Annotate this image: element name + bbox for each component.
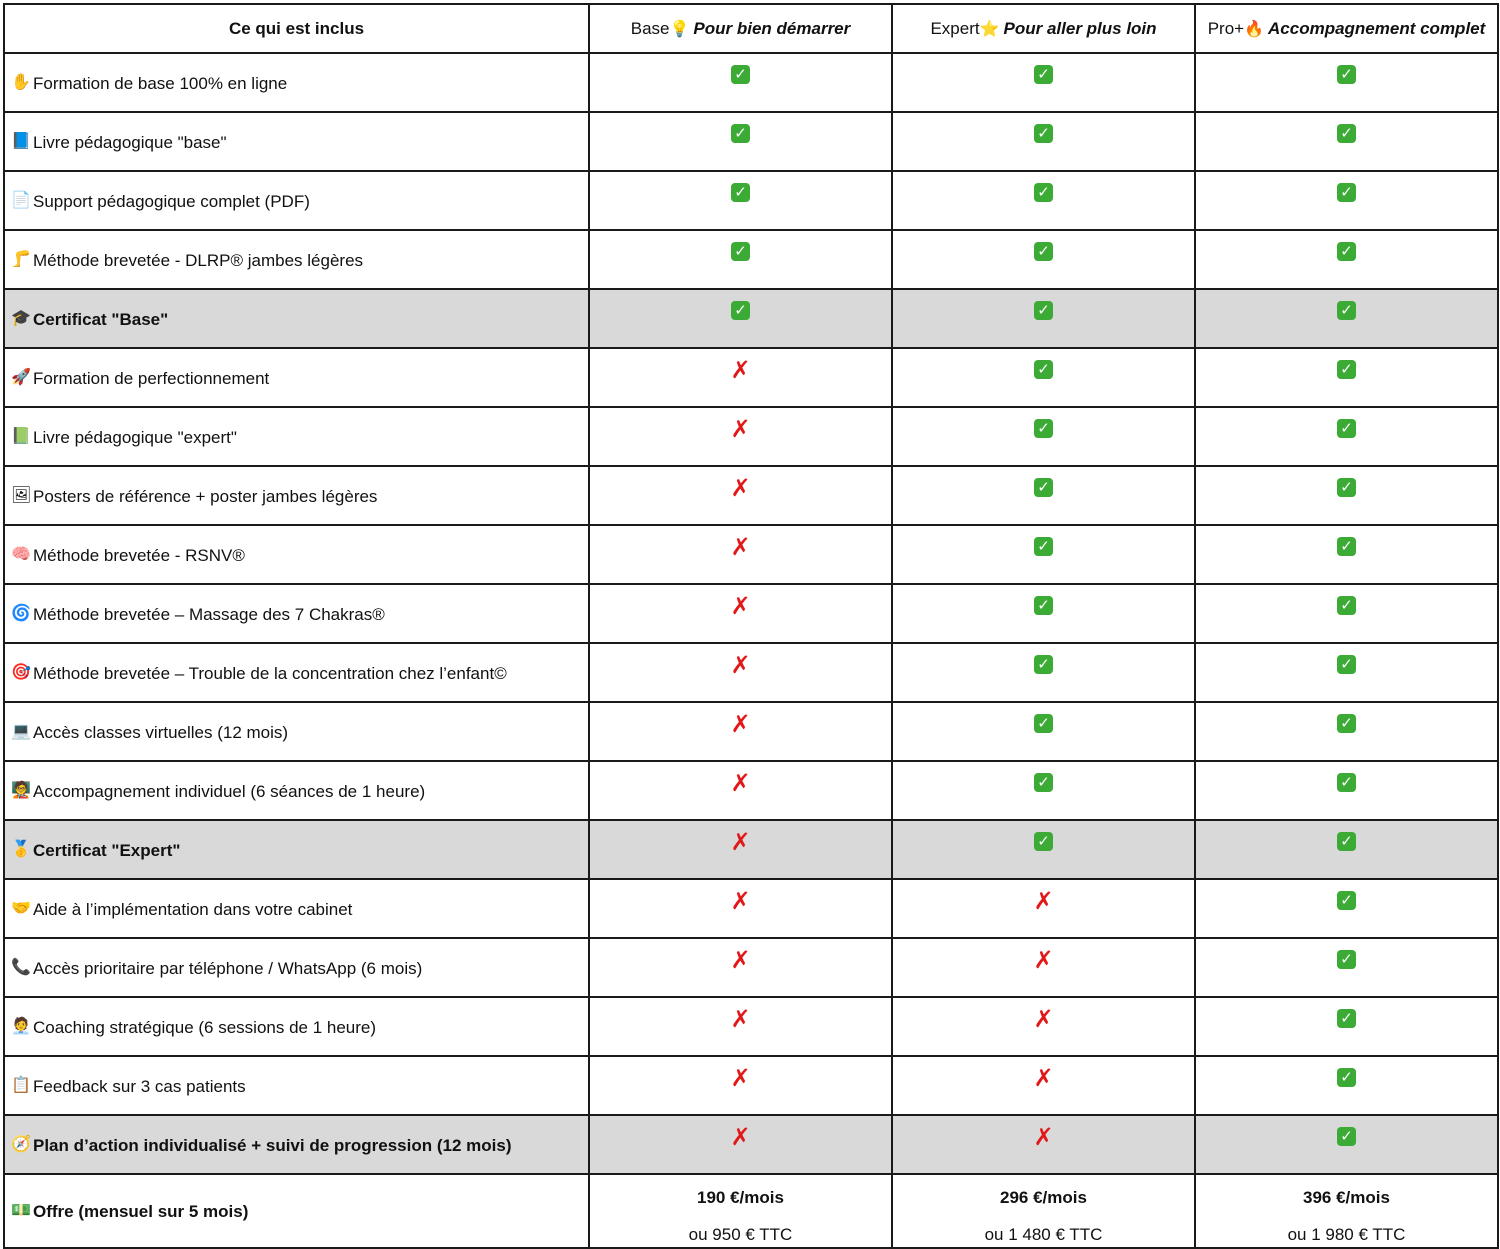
feature-label: Accompagnement individuel (6 séances de 1 heure)	[33, 781, 426, 801]
feature-cell	[4, 761, 589, 820]
monthly-price: 190 €/mois	[697, 1188, 784, 1207]
laptop-icon: 💻	[11, 720, 31, 740]
check-icon: ✓	[1337, 537, 1356, 556]
check-icon: ✓	[1337, 655, 1356, 674]
mark-cell-pro	[1195, 584, 1498, 643]
offer-row	[4, 1174, 1498, 1248]
mark-cell-base	[589, 761, 892, 820]
rocket-icon: 🚀	[11, 366, 31, 386]
clipboard-icon: 📋	[11, 1074, 31, 1094]
comparison-table	[3, 3, 1499, 1249]
check-icon: ✓	[1034, 655, 1053, 674]
total-price: ou 1 480 € TTC	[984, 1225, 1103, 1244]
tier-subtitle: Accompagnement complet	[1268, 18, 1486, 38]
cross-icon: ✗	[1033, 1064, 1054, 1092]
table-row	[4, 761, 1498, 820]
monthly-price: 296 €/mois	[1000, 1188, 1087, 1207]
feature-cell	[4, 289, 589, 348]
mark-cell-pro	[1195, 938, 1498, 997]
mark-cell-pro	[1195, 112, 1498, 171]
mark-cell-expert	[892, 702, 1195, 761]
mark-cell-expert	[892, 761, 1195, 820]
feature-label: Plan d’action individualisé + suivi de progression (12 mois)	[33, 1135, 512, 1155]
feature-label: Certificat "Base"	[33, 309, 169, 329]
mark-cell-expert	[892, 1056, 1195, 1115]
mark-cell-base	[589, 820, 892, 879]
check-icon: ✓	[1337, 419, 1356, 438]
check-icon: ✓	[1337, 832, 1356, 851]
check-icon: ✓	[1034, 183, 1053, 202]
page-icon: 📄	[11, 189, 31, 209]
mark-cell-base	[589, 466, 892, 525]
cross-icon: ✗	[730, 828, 751, 856]
cross-icon: ✗	[1033, 1005, 1054, 1033]
mark-cell-base	[589, 1115, 892, 1174]
table-row	[4, 643, 1498, 702]
mark-cell-expert	[892, 525, 1195, 584]
feature-label: Méthode brevetée – Trouble de la concentration chez l’enfant©	[33, 663, 507, 683]
table-row	[4, 997, 1498, 1056]
mark-cell-pro	[1195, 171, 1498, 230]
check-icon: ✓	[1034, 596, 1053, 615]
tier-name: Base	[630, 18, 670, 38]
mark-cell-base	[589, 348, 892, 407]
mark-cell-base	[589, 112, 892, 171]
cross-icon: ✗	[730, 533, 751, 561]
check-icon: ✓	[1034, 124, 1053, 143]
feature-label: Livre pédagogique "expert"	[33, 427, 237, 447]
table-row	[4, 820, 1498, 879]
check-icon: ✓	[1034, 478, 1053, 497]
green-book-icon: 📗	[11, 425, 31, 445]
mark-cell-pro	[1195, 466, 1498, 525]
tier-header-base	[589, 4, 892, 53]
check-icon: ✓	[1337, 1009, 1356, 1028]
feature-cell	[4, 702, 589, 761]
check-icon: ✓	[731, 242, 750, 261]
check-icon: ✓	[731, 65, 750, 84]
feature-cell	[4, 584, 589, 643]
feature-label: Aide à l’implémentation dans votre cabinet	[33, 899, 353, 919]
mark-cell-pro	[1195, 289, 1498, 348]
check-icon: ✓	[1337, 1127, 1356, 1146]
tier-name: Expert	[930, 18, 980, 38]
tier-name: Pro+	[1207, 18, 1245, 38]
tier-subtitle: Pour bien démarrer	[693, 18, 851, 38]
table-row	[4, 938, 1498, 997]
table-row	[4, 1056, 1498, 1115]
check-icon: ✓	[1034, 832, 1053, 851]
mark-cell-base	[589, 702, 892, 761]
table-row	[4, 466, 1498, 525]
check-icon: ✓	[1034, 773, 1053, 792]
graduation-cap-icon: 🎓	[11, 307, 31, 327]
tier-header-expert	[892, 4, 1195, 53]
blue-book-icon: 📘	[11, 130, 31, 150]
raised-hand-icon: ✋	[11, 71, 31, 91]
cross-icon: ✗	[730, 592, 751, 620]
mark-cell-expert	[892, 171, 1195, 230]
check-icon: ✓	[1337, 478, 1356, 497]
coach-icon: 🧑‍💼	[11, 1015, 31, 1035]
check-icon: ✓	[1034, 360, 1053, 379]
cross-icon: ✗	[730, 769, 751, 797]
table-row	[4, 407, 1498, 466]
mark-cell-pro	[1195, 407, 1498, 466]
feature-cell	[4, 643, 589, 702]
mark-cell-expert	[892, 407, 1195, 466]
mark-cell-expert	[892, 53, 1195, 112]
total-price: ou 950 € TTC	[688, 1225, 793, 1244]
mark-cell-expert	[892, 289, 1195, 348]
cross-icon: ✗	[730, 356, 751, 384]
table-row	[4, 348, 1498, 407]
table-row	[4, 525, 1498, 584]
teacher-icon: 🧑‍🏫	[11, 779, 31, 799]
table-row	[4, 289, 1498, 348]
mark-cell-expert	[892, 879, 1195, 938]
check-icon: ✓	[1337, 183, 1356, 202]
mark-cell-pro	[1195, 643, 1498, 702]
mark-cell-pro	[1195, 230, 1498, 289]
tier-subtitle: Pour aller plus loin	[1003, 18, 1157, 38]
offer-label: Offre (mensuel sur 5 mois)	[33, 1202, 249, 1221]
feature-label: Posters de référence + poster jambes légères	[33, 486, 378, 506]
cross-icon: ✗	[1033, 946, 1054, 974]
feature-label: Feedback sur 3 cas patients	[33, 1076, 246, 1096]
mark-cell-pro	[1195, 997, 1498, 1056]
mark-cell-expert	[892, 997, 1195, 1056]
feature-label: Coaching stratégique (6 sessions de 1 heure)	[33, 1017, 377, 1037]
mark-cell-pro	[1195, 761, 1498, 820]
feature-cell	[4, 348, 589, 407]
offer-label-cell	[4, 1174, 589, 1248]
mark-cell-base	[589, 938, 892, 997]
check-icon: ✓	[1034, 714, 1053, 733]
feature-cell	[4, 230, 589, 289]
table-row	[4, 1115, 1498, 1174]
mark-cell-expert	[892, 348, 1195, 407]
feature-cell	[4, 525, 589, 584]
check-icon: ✓	[1337, 1068, 1356, 1087]
cross-icon: ✗	[730, 415, 751, 443]
mark-cell-pro	[1195, 348, 1498, 407]
check-icon: ✓	[731, 301, 750, 320]
cross-icon: ✗	[730, 946, 751, 974]
check-icon: ✓	[1337, 714, 1356, 733]
check-icon: ✓	[1034, 301, 1053, 320]
compass-icon: 🧭	[11, 1133, 31, 1153]
cross-icon: ✗	[1033, 1123, 1054, 1151]
mark-cell-expert	[892, 1115, 1195, 1174]
check-icon: ✓	[1337, 360, 1356, 379]
star-icon: ⭐	[979, 18, 1000, 38]
table-row	[4, 171, 1498, 230]
check-icon: ✓	[731, 183, 750, 202]
mark-cell-pro	[1195, 702, 1498, 761]
mark-cell-base	[589, 289, 892, 348]
feature-cell	[4, 997, 589, 1056]
feature-cell	[4, 820, 589, 879]
feature-label: Accès classes virtuelles (12 mois)	[33, 722, 289, 742]
feature-label: Certificat "Expert"	[33, 840, 181, 860]
cross-icon: ✗	[730, 1123, 751, 1151]
mark-cell-base	[589, 997, 892, 1056]
table-row	[4, 702, 1498, 761]
check-icon: ✓	[1337, 65, 1356, 84]
feature-cell	[4, 407, 589, 466]
check-icon: ✓	[1337, 773, 1356, 792]
money-icon: 💵	[11, 1200, 31, 1219]
monthly-price: 396 €/mois	[1303, 1188, 1390, 1207]
cross-icon: ✗	[730, 651, 751, 679]
feature-cell	[4, 112, 589, 171]
mark-cell-pro	[1195, 525, 1498, 584]
check-icon: ✓	[1337, 301, 1356, 320]
feature-label: Support pédagogique complet (PDF)	[33, 191, 310, 211]
mark-cell-pro	[1195, 1056, 1498, 1115]
table-row	[4, 584, 1498, 643]
light-bulb-icon: 💡	[669, 18, 690, 38]
brain-icon: 🧠	[11, 543, 31, 563]
mark-cell-expert	[892, 820, 1195, 879]
feature-label: Formation de perfectionnement	[33, 368, 270, 388]
check-icon: ✓	[1034, 419, 1053, 438]
tier-header-pro	[1195, 4, 1498, 53]
cross-icon: ✗	[730, 710, 751, 738]
price-pro	[1195, 1174, 1498, 1248]
handshake-icon: 🤝	[11, 897, 31, 917]
check-icon: ✓	[1034, 65, 1053, 84]
target-icon: 🎯	[11, 661, 31, 681]
cross-icon: ✗	[1033, 887, 1054, 915]
framed-picture-icon: 🖼	[11, 484, 32, 504]
mark-cell-expert	[892, 230, 1195, 289]
feature-column-header: Ce qui est inclus	[4, 4, 589, 53]
feature-cell	[4, 938, 589, 997]
cross-icon: ✗	[730, 887, 751, 915]
mark-cell-expert	[892, 938, 1195, 997]
check-icon: ✓	[731, 124, 750, 143]
price-expert	[892, 1174, 1195, 1248]
mark-cell-base	[589, 1056, 892, 1115]
check-icon: ✓	[1337, 242, 1356, 261]
table-row	[4, 53, 1498, 112]
feature-cell	[4, 466, 589, 525]
check-icon: ✓	[1337, 891, 1356, 910]
mark-cell-base	[589, 643, 892, 702]
mark-cell-base	[589, 879, 892, 938]
mark-cell-base	[589, 525, 892, 584]
header-row	[4, 4, 1498, 53]
medal-icon: 🥇	[11, 838, 31, 858]
mark-cell-pro	[1195, 879, 1498, 938]
feature-cell	[4, 1115, 589, 1174]
mark-cell-pro	[1195, 820, 1498, 879]
mark-cell-base	[589, 53, 892, 112]
fire-icon: 🔥	[1244, 18, 1265, 38]
mark-cell-pro	[1195, 1115, 1498, 1174]
cross-icon: ✗	[730, 1005, 751, 1033]
table-row	[4, 230, 1498, 289]
mark-cell-base	[589, 407, 892, 466]
feature-cell	[4, 1056, 589, 1115]
feature-label: Livre pédagogique "base"	[33, 132, 227, 152]
feature-label: Méthode brevetée – Massage des 7 Chakras®	[33, 604, 385, 624]
mark-cell-expert	[892, 112, 1195, 171]
feature-cell	[4, 53, 589, 112]
mark-cell-expert	[892, 584, 1195, 643]
price-base	[589, 1174, 892, 1248]
feature-cell	[4, 879, 589, 938]
feature-label: Méthode brevetée - RSNV®	[33, 545, 245, 565]
mark-cell-pro	[1195, 53, 1498, 112]
cross-icon: ✗	[730, 474, 751, 502]
mark-cell-base	[589, 584, 892, 643]
table-row	[4, 112, 1498, 171]
check-icon: ✓	[1337, 124, 1356, 143]
check-icon: ✓	[1034, 242, 1053, 261]
cross-icon: ✗	[730, 1064, 751, 1092]
mark-cell-expert	[892, 466, 1195, 525]
feature-label: Méthode brevetée - DLRP® jambes légères	[33, 250, 364, 270]
mark-cell-base	[589, 171, 892, 230]
table-row	[4, 879, 1498, 938]
check-icon: ✓	[1337, 596, 1356, 615]
feature-label: Formation de base 100% en ligne	[33, 73, 288, 93]
check-icon: ✓	[1034, 537, 1053, 556]
cyclone-icon: 🌀	[11, 602, 31, 622]
check-icon: ✓	[1337, 950, 1356, 969]
leg-icon: 🦵	[11, 248, 31, 268]
feature-label: Accès prioritaire par téléphone / WhatsApp (6 mois)	[33, 958, 423, 978]
phone-icon: 📞	[11, 956, 31, 976]
feature-cell	[4, 171, 589, 230]
mark-cell-expert	[892, 643, 1195, 702]
total-price: ou 1 980 € TTC	[1287, 1225, 1406, 1244]
mark-cell-base	[589, 230, 892, 289]
